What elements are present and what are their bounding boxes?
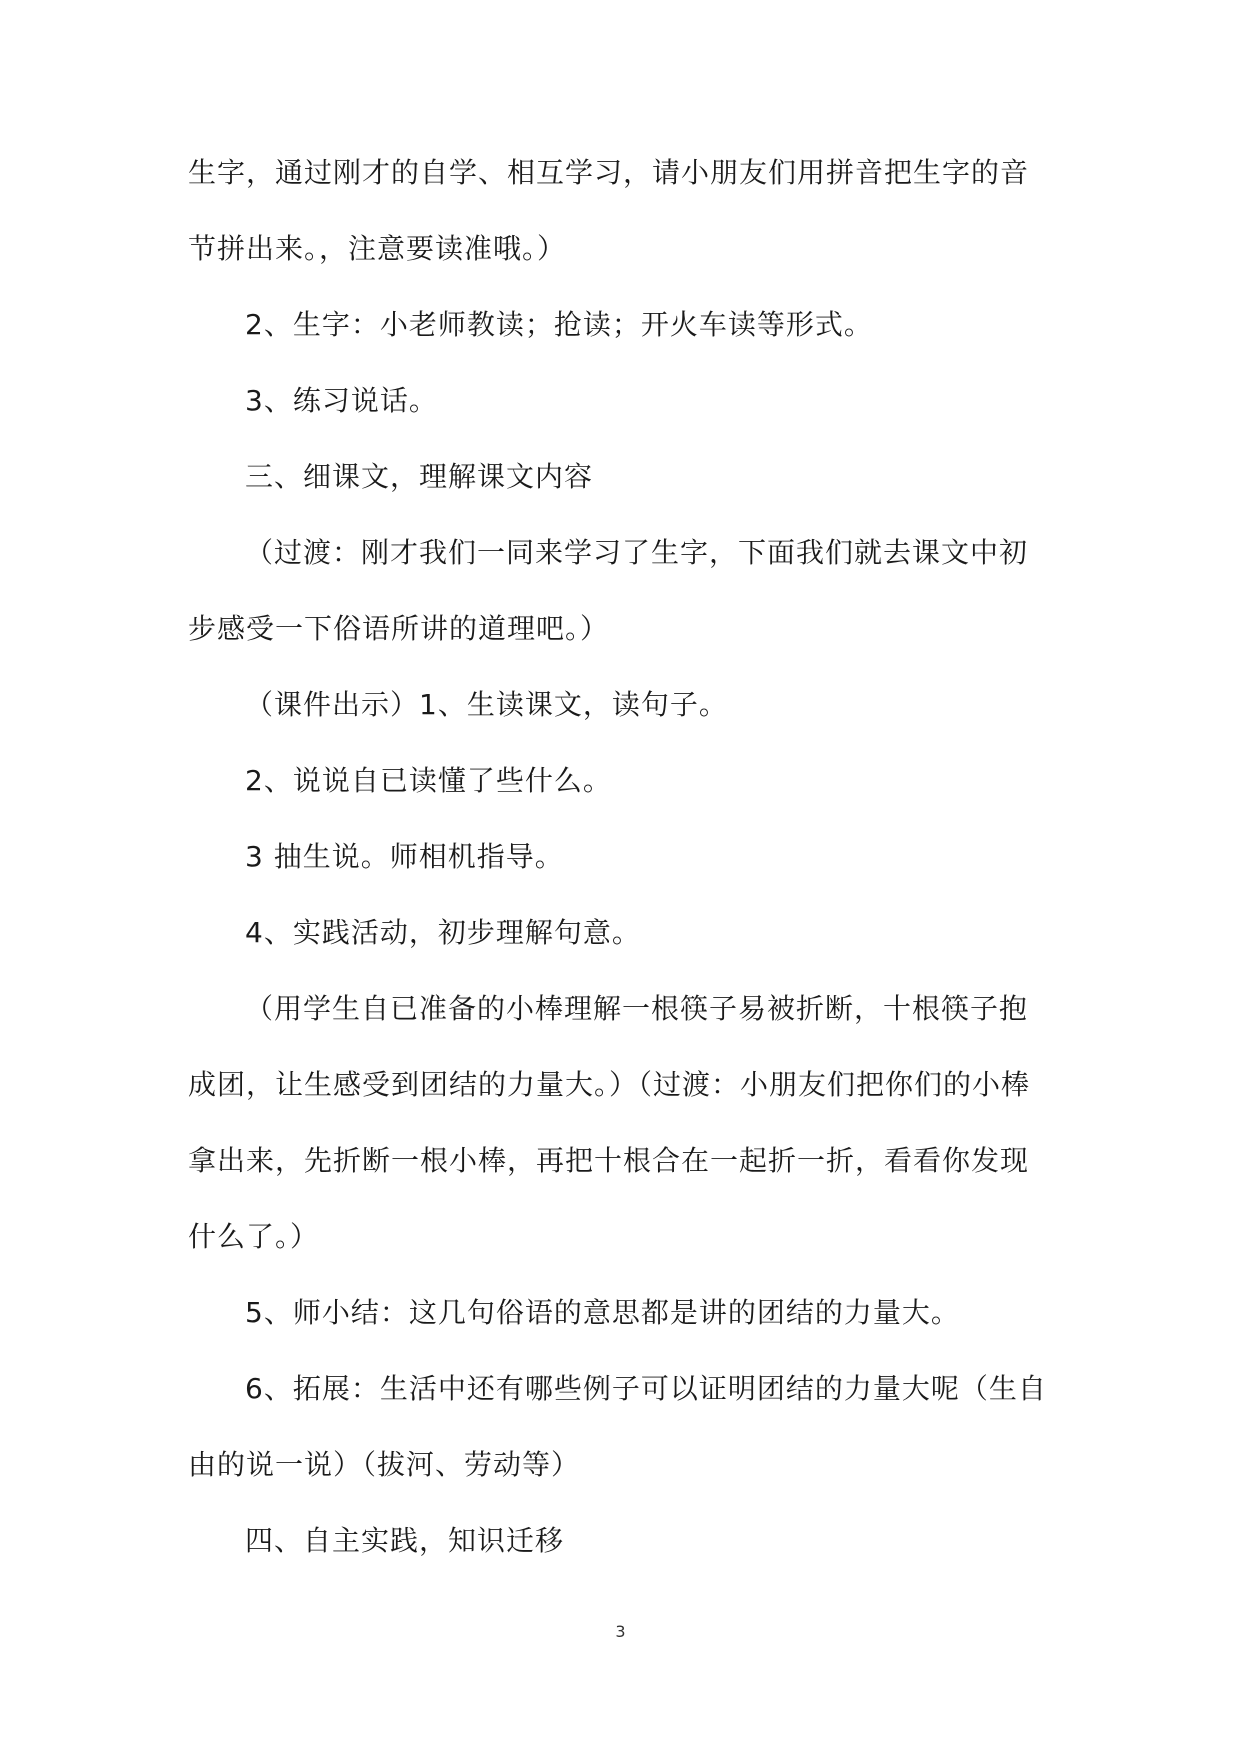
- paragraph: 3、练习说话。: [245, 384, 438, 417]
- section-heading: 三、细课文，理解课文内容: [245, 460, 594, 493]
- paragraph: （课件出示）1、生读课文，读句子。: [245, 688, 728, 721]
- paragraph: 生字，通过刚才的自学、相互学习，请小朋友们用拼音把生字的音节拼出来。，注意要读准哦。）: [188, 156, 1030, 265]
- paragraph: 3 抽生说。师相机指导。: [245, 840, 564, 873]
- paragraph: 2、生字：小老师教读；抢读；开火车读等形式。: [245, 308, 873, 341]
- paragraph: 2、说说自已读懂了些什么。: [245, 764, 612, 797]
- paragraph: 6、拓展：生活中还有哪些例子可以证明团结的力量大呢（生自由的说一说）（拔河、劳动等）: [188, 1372, 1047, 1481]
- page-number: 3: [615, 1622, 626, 1641]
- paragraph: 4、实践活动，初步理解句意。: [245, 916, 641, 949]
- section-heading: 四、自主实践，知识迁移: [245, 1524, 565, 1557]
- paragraph: 5、师小结：这几句俗语的意思都是讲的团结的力量大。: [245, 1296, 960, 1329]
- document-body: [188, 135, 1053, 1579]
- paragraph: （过渡：刚才我们一同来学习了生字，下面我们就去课文中初步感受一下俗语所讲的道理吧。）: [188, 536, 1029, 645]
- paragraph: （用学生自已准备的小棒理解一根筷子易被折断，十根筷子抱成团，让生感受到团结的力量大。）（过渡：小朋友们把你们的小棒拿出来，先折断一根小棒，再把十根合在一起折一折，看看你发现什么了。）: [188, 992, 1031, 1253]
